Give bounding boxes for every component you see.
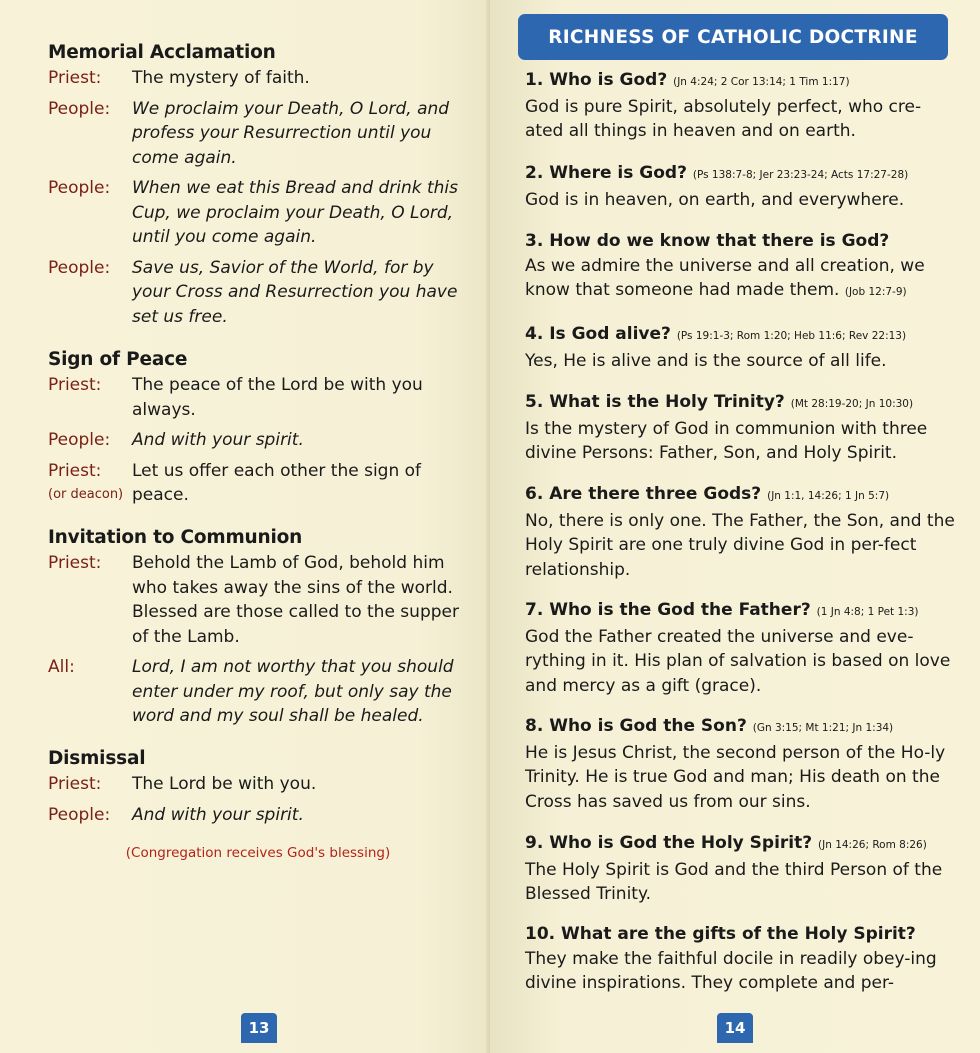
answer xyxy=(525,254,955,305)
answer-text: God the Father created the universe and eve-rything in it. His plan of salvation is based on love and mercy as a gift (grace). xyxy=(525,626,951,696)
scripture-ref: (Jn 14:26; Rom 8:26) xyxy=(818,839,927,851)
speaker-label: Priest: xyxy=(48,68,102,88)
answer-text: Is the mystery of God in communion with three divine Persons: Father, Son, and Holy Spirit. xyxy=(525,418,928,463)
question-text: 1. Who is God? xyxy=(525,70,668,90)
scripture-ref: (1 Jn 4:8; 1 Pet 1:3) xyxy=(816,606,919,618)
question xyxy=(525,482,955,509)
answer-text: The Holy Spirit is God and the third Person of the Blessed Trinity. xyxy=(525,859,943,904)
question-text: 7. Who is the God the Father? xyxy=(525,600,811,620)
dialogue-line xyxy=(48,551,468,649)
question xyxy=(525,390,955,417)
sign-of-peace-section xyxy=(48,347,468,508)
section-title: Invitation to Communion xyxy=(48,527,303,548)
qa-item xyxy=(525,922,955,996)
scripture-ref: (Jn 4:24; 2 Cor 13:14; 1 Tim 1:17) xyxy=(673,76,850,88)
question xyxy=(525,161,955,188)
question xyxy=(525,229,955,254)
dialogue-text: Save us, Savior of the World, for by your Cross and Resurrection you have set us free. xyxy=(132,257,458,327)
qa-item xyxy=(525,161,955,212)
answer-text: God is pure Spirit, absolutely perfect, who cre-ated all things in heaven and on earth. xyxy=(525,96,922,141)
dialogue-line xyxy=(48,373,468,422)
dialogue-text: Lord, I am not worthy that you should enter under my roof, but only say the word and my soul shall be healed. xyxy=(132,657,454,726)
question xyxy=(525,714,955,741)
question-text: 6. Are there three Gods? xyxy=(525,484,762,504)
page-number: 13 xyxy=(241,1013,277,1043)
question-text: 2. Where is God? xyxy=(525,163,687,183)
question xyxy=(525,68,955,95)
dialogue-line xyxy=(48,176,468,250)
scripture-ref: (Jn 1:1, 14:26; 1 Jn 5:7) xyxy=(767,490,890,502)
qa-item xyxy=(525,68,955,144)
question-text: 10. What are the gifts of the Holy Spirit? xyxy=(525,924,916,944)
speaker-label: Priest: xyxy=(48,774,102,794)
speaker-label: People: xyxy=(48,98,111,119)
dialogue-line xyxy=(48,428,468,453)
section-banner: RICHNESS OF CATHOLIC DOCTRINE xyxy=(518,14,948,60)
section-title: Dismissal xyxy=(48,748,146,769)
speaker-label: People: xyxy=(48,178,111,198)
speaker-label: Priest: xyxy=(48,460,102,481)
qa-item xyxy=(525,390,955,466)
memorial-acclamation-section xyxy=(48,40,468,329)
page-number: 14 xyxy=(717,1013,753,1043)
qa-item xyxy=(525,598,955,698)
right-page xyxy=(490,0,980,1053)
question-text: 3. How do we know that there is God? xyxy=(525,231,890,251)
answer-text: No, there is only one. The Father, the Son, and the Holy Spirit are one truly divine God in per-fect relationship. xyxy=(525,510,955,580)
question xyxy=(525,322,955,349)
dialogue-text: When we eat this Bread and drink this Cup, we proclaim your Death, O Lord, until you come again. xyxy=(132,178,459,247)
speaker-label: Priest: xyxy=(48,553,102,573)
question xyxy=(525,922,955,947)
question-text: 8. Who is God the Son? xyxy=(525,716,747,736)
dialogue-text: The mystery of faith. xyxy=(132,68,310,88)
answer-text: God is in heaven, on earth, and everywhere. xyxy=(525,189,905,210)
scripture-ref: (Ps 138:7-8; Jer 23:23-24; Acts 17:27-28) xyxy=(692,169,909,181)
dialogue-text: And with your spirit. xyxy=(132,430,304,450)
speaker-label: Priest: xyxy=(48,375,102,395)
qa-item xyxy=(525,229,955,305)
answer-text: They make the faithful docile in readily obey-ing divine inspirations. They complete and per- xyxy=(525,948,937,993)
dialogue-line xyxy=(48,803,468,828)
rubric-note: (Congregation receives God's blessing) xyxy=(125,845,391,861)
speaker-label: People: xyxy=(48,804,111,825)
dialogue-line xyxy=(48,459,468,508)
speaker-label: People: xyxy=(48,430,111,450)
dialogue-line xyxy=(48,256,468,330)
dialogue-text: The Lord be with you. xyxy=(132,774,317,794)
dialogue-line xyxy=(48,66,468,91)
answer-text: As we admire the universe and all creation, we know that someone had made them. xyxy=(525,255,925,300)
scripture-ref: (Mt 28:19-20; Jn 10:30) xyxy=(790,398,914,410)
speaker-label-group xyxy=(48,459,132,508)
speaker-label: All: xyxy=(48,657,75,677)
question-text: 5. What is the Holy Trinity? xyxy=(525,392,785,412)
question-text: 4. Is God alive? xyxy=(525,324,671,344)
answer-text: He is Jesus Christ, the second person of the Ho-ly Trinity. He is true God and man; His death on the Cross has saved us from our sins. xyxy=(525,742,946,812)
question-text: 9. Who is God the Holy Spirit? xyxy=(525,833,813,853)
section-title: Sign of Peace xyxy=(48,349,188,370)
invitation-to-communion-section xyxy=(48,525,468,729)
dialogue-line xyxy=(48,97,468,171)
answer-text: Yes, He is alive and is the source of all life. xyxy=(525,350,887,371)
dialogue-text: Behold the Lamb of God, behold him who takes away the sins of the world. Blessed are those called to the supper of the Lamb. xyxy=(132,553,459,647)
qa-item xyxy=(525,714,955,814)
dialogue-text: Let us offer each other the sign of peace. xyxy=(132,460,422,505)
qa-item xyxy=(525,831,955,907)
qa-item xyxy=(525,322,955,373)
dialogue-text: The peace of the Lord be with you always. xyxy=(132,375,423,420)
dialogue-text: We proclaim your Death, O Lord, and profess your Resurrection until you come again. xyxy=(132,98,450,168)
scripture-ref: (Job 12:7-9) xyxy=(844,286,907,298)
qa-item xyxy=(525,482,955,582)
speaker-alt-label: (or deacon) xyxy=(48,487,124,502)
question xyxy=(525,598,955,625)
scripture-ref: (Ps 19:1-3; Rom 1:20; Heb 11:6; Rev 22:13) xyxy=(676,330,907,342)
dialogue-text: And with your spirit. xyxy=(132,804,304,825)
dialogue-line xyxy=(48,655,468,729)
question xyxy=(525,831,955,858)
scripture-ref: (Gn 3:15; Mt 1:21; Jn 1:34) xyxy=(752,722,894,734)
dialogue-line xyxy=(48,772,468,797)
speaker-label: People: xyxy=(48,257,111,278)
section-title: Memorial Acclamation xyxy=(48,42,276,63)
dismissal-section xyxy=(48,746,468,861)
